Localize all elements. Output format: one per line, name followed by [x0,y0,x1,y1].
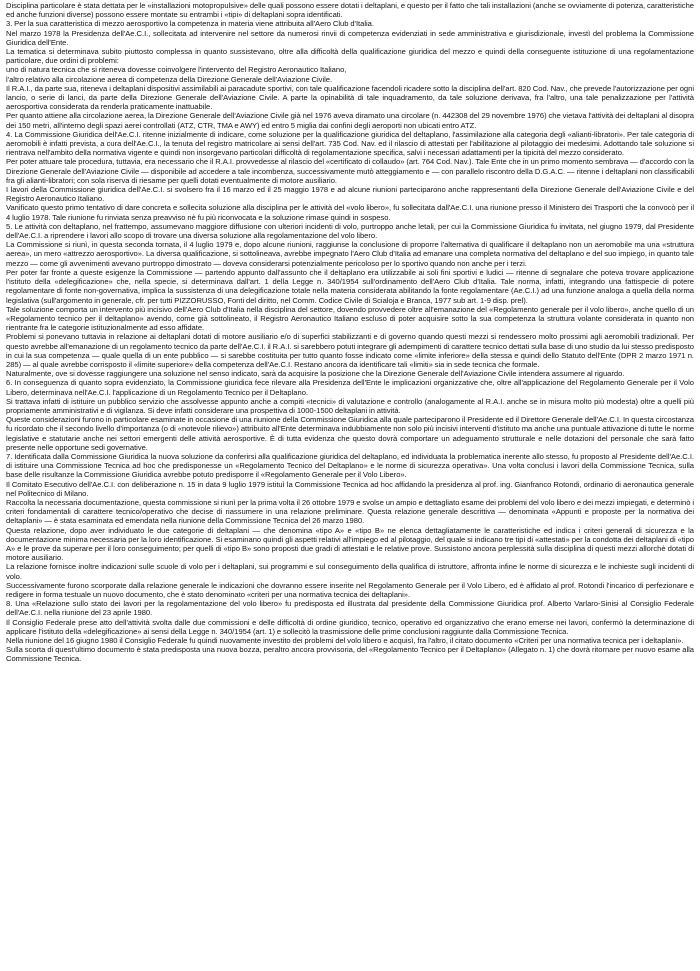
paragraph-comitato-esecutivo: Il Comitato Esecutivo dell'Ae.C.I. con deliberazione n. 15 in data 9 luglio 1979 istituì la Commissione Tecnica ad hoc affidando la presidenza al prof. ing. Gianfranco Rotondi, ordinario di aeronautica generale nel Politecnico di Milano. [6,479,694,498]
paragraph-vanificato: Vanificato questo primo tentativo di dare concreta e sollecita soluzione alla disciplina per le attività del «volo libero», fu sollecitata dall'Ae.C.I. una riunione presso il Ministero dei Trasporti che la convocò per il 4 luglio 1978. Tale riunione fu rinviata senza preavviso nè fu più riconvocata e la soluzione rimase quindi in sospeso. [6,203,694,222]
paragraph-installazioni: Disciplina particolare è stata dettata per le «installazioni motopropulsive» delle quali possono essere dotati i deltaplani, e questo per il fatto che tali installazioni (anche se ovviamente di potenza, caratteristiche ed anche funzioni diverse) possono essere montate su entrambi i «tipi» di deltaplani sopra identificati. [6,1,694,20]
paragraph-tematica: La tematica si determinava subito piuttosto complessa in quanto sussistevano, oltre alla difficoltà della qualificazione giuridica del mezzo e quindi della conseguente istituzione di una regolamentazione particolare, due ordini di problemi: [6,47,694,66]
paragraph-tipo-a-tipo-b: Questa relazione, dopo aver individuato le due categorie di deltaplani — che denomina «tipo A» e «tipo B» ne elenca dettagliatamente le caratteristiche ed indica i criteri generali di sicurezza e la documentazione minima necessaria per la loro identificazione. Si esaminano quindi gli aspetti relativi all'impiego ed al pilotaggio, del quale si indicano tre tipi di «attestati» per la condotta dei deltaplani di «tipo A» e le prove da superare per il loro conseguimento; per quelli di «tipo B» sono proposti due gradi di attestati e le relative prove. Sussistono ancora perplessità sulla disciplina di questi mezzi allorchè dotati di motore ausiliario. [6,525,694,563]
paragraph-section-5: 5. Le attività con deltaplano, nel frattempo, assumevano maggiore diffusione con ulteriori incidenti di volo, purtroppo anche letali, per cui la Commissione Giuridica fu invitata, nel giugno 1979, dal Presidente dell'Ae.C.I. a riprendere i lavori allo scopo di trovare una diversa soluzione alla regolamentazione del volo libero. [6,221,694,241]
paragraph-dgac-posizione: Naturalmente, ove si dovesse raggiungere una soluzione nel senso indicato, sarà da acquisire la posizione che la Direzione Generale dell'Aviazione Civile intendera assumere al riguardo. [6,369,625,379]
paragraph-rai-paracadute: Il R.A.I., da parte sua, riteneva i deltaplani dispositivi assimilabili ai paracadute sportivi, con tale qualificazione facendoli ricadere sotto la disciplina dell'art. 820 Cod. Nav., che prevede l'autorizzazione per ogni lancio, o serie di lanci, da parte della Direzione Generale dell'Aviazione Civile. A parte la opinabilità di tale inquadramento, da tale soluzione derivava, fra l'altro, una tale penalizzazione per l'attività aerosportiva considerata da renderla praticamente inattuabile. [6,83,694,112]
paragraph-section-8: 8. Una «Relazione sullo stato dei lavori per la regolamentazione del volo libero» fu predisposta ed illustrata dal presidente della Commissione Giuridica prof. Alberto Varlaro-Sinisi al Consiglio Federale dell'Ae.C.I. nella riunione del 23 aprile 1980. [6,599,694,618]
paragraph-scuole-volo: La relazione fornisce inoltre indicazioni sulle scuole di volo per i deltaplani, sui programmi e sul conseguimento della qualifica di istruttore, affronta infine le norme di sicurezza e le inchieste sugli incidenti di volo. [6,562,694,581]
paragraph-nuova-bozza: Sulla scorta di quest'ultimo documento è stata predisposta una nuova bozza, peraltro ancora provvisoria, del «Regolamento Tecnico per il Deltaplano» (Allegato n. 1) che dovrà ritornare per nuovo esame alla Commissione Tecnica. [6,645,694,664]
paragraph-section-3: 3. Per la sua caratteristica di mezzo aerosportivo la competenza in materia viene attribuita all'Aero Club d'Italia. [6,19,374,29]
paragraph-regolamento-tecnico: Tale soluzione comporta un intervento più incisivo dell'Aero Club d'Italia nella disciplina del settore, dovendo provvedere oltre all'emanazione del «Regolamento generale per il volo libero», anche quello di un «Regolamento tecnico per il deltaplano» avendo, come già sottolineato, il Registro Aeronautico Italiano escluso di poter acquisire sotto la sua competenza la struttura volante considerata in quanto non rientrante fra le categorie istituzionalmente ad esso affidate. [6,304,694,333]
paragraph-marzo-1978: Nel marzo 1978 la Presidenza dell'Ae.C.I., sollecitata ad intervenire nel settore da numerosi rinvii di competenza evidenziati in sede amministrativa e giurisdizionale, investì del problema la Commissione Giuridica dell'Ente. [6,28,694,47]
document-body [6,1,694,664]
paragraph-circolazione-aerea: l'altro relativo alla circolazione aerea di competenza della Direzione Generale dell'Aviazione Civile. [6,74,333,84]
paragraph-struttura-aerea: La Commissione si riunì, in questa seconda tornata, il 4 luglio 1979 e, dopo alcune riunioni, raggiunse la conclusione di proporre l'alternativa di qualificare il deltaplano non un aeromobile ma una «struttura aerea», un mero «attrezzo aerosportivo». La diversa qualificazione, si sottolineava, avrebbe impegnato l'Aero Club d'Italia ad emanare una completa normativa del deltaplano e del suo impiego, in quanto tale mezzo — come gli avvenimenti avevano purtroppo dimostrato — doveva considerarsi potenzialmente pericoloso per lo sportivo quando non anche per i terzi. [6,240,694,268]
paragraph-consiglio-federale: Il Consiglio Federale prese atto dell'attività svolta dalle due commissioni e delle difficoltà di ordine giuridico, tecnico, operativo ed organizzativo che erano emerse nei lavori, confermò la determinazione di applicare l'istituto della «delegificazione» ai sensi della Legge n. 340/1954 (art. 1) e sollecitò la trasmissione delle prime conclusioni raggiunte dalla Commissione Tecnica. [6,617,694,636]
paragraph-certificato-collaudo: Per poter attuare tale procedura, tuttavia, era necessario che il R.A.I. provvedesse al rilascio del «certificato di collaudo» (art. 764 Cod. Nav.). Tale Ente che in un primo momento sembrava — d'accordo con la Direzione Generale dell'Aviazione Civile — disponibile ad accedere a tale incombenza, successivamente mutò atteggiamento e — con parallelo riscontro della D.G.A.C. — ritenne i deltaplani non classificabili fra gli alianti-libratori; con sola riserva di riesame per quelli dotati eventualmente di motore ausiliario. [6,157,694,185]
paragraph-natura-tecnica: uno di natura tecnica che si riteneva dovesse coinvolgere l'intervento del Registro Aeronautico Italiano, [6,65,347,75]
paragraph-circolare-1976: Per quanto attiene alla circolazione aerea, la Direzione Generale dell'Aviazione Civile già nel 1976 aveva diramato una circolare (n. 442308 del 29 novembre 1976) che vietava l'attività dei deltaplani al disopra dei 150 metri, all'interno degli spazi aerei controllati (ATZ, CTR, TMA e AWY) ed entro 5 miglia dai confini degli aeroporti non ubicati entro ATZ. [6,111,694,130]
paragraph-section-7: 7. Identificata dalla Commissione Giuridica la nuova soluzione da conferirsi alla qualificazione giuridica del deltaplano, ed individuata la problematica inerente allo stesso, fu proposto al Presidente dell'Ae.C.I. di istituire una Commissione Tecnica ad hoc che predisponesse un «Regolamento Tecnico del Deltaplano» e le norme di sicurezza operativa». Una volta conclusi i lavori della Commissione Tecnica, sulla base delle risultanze la Commissione Giuridica avrebbe potuto predisporre il «Regolamento Generale per il Volo Libero». [6,451,694,480]
paragraph-considerazioni: Queste considerazioni furono in particolare esaminate in occasione di una riunione della Commissione Giuridica alla quale parteciparono il Presidente ed il Direttore Generale dell'Ae.C.I. In questa circostanza fu ricordato che il secondo livello d'importanza (o di «notevole rilievo») attribuito all'Ente determinava indubbiamente non solo più incisivi interventi d'istituto ma anche una puntuale attivazione di tutte le norme legislative e statutarie anche nei settori emergenti delle attività aerosportive. È di tutta evidenza che questo dovrà comportare un adeguamento strutturale e nelle dotazioni del personale che sarà fatto presente nelle opportune sedi governative. [6,415,694,452]
paragraph-riunione-giugno-1980: Nella riunione del 16 giugno 1980 il Consiglio Federale fu quindi nuovamente investito dei problemi del volo libero e acquisì, fra l'altro, il citato documento «Criteri per una normativa tecnica per i deltaplani». [6,636,684,646]
paragraph-raccolta-documentazione: Raccolta la necessaria documentazione, questa commissione si riunì per la prima volta il 26 ottobre 1979 e svolse un ampio e dettagliato esame dei problemi del volo libero e dei mezzi impiegati, e determinò i criteri fondamentali di carattere tecnico/operativo che decise di riassumere in una relazione preliminare. Questa relazione generale descrittiva — denominata «Appunti e proposte per la normativa dei deltaplani» — è stata esaminata ed emendata nella riunione della Commissione Tecnica del 26 marzo 1980. [6,497,694,526]
paragraph-section-6: 6. In conseguenza di quanto sopra evidenziato, la Commissione giuridica fece rilevare alla Presidenza dell'Ente le implicazioni organizzative che, oltre all'applicazione del Regolamento Generale per il Volo Libero, determinava nell'Ae.C.I. l'applicazione di un Regolamento Tecnico per il Deltaplano. [6,378,694,397]
paragraph-section-4: 4. La Commissione Giuridica dell'Ae.C.I. ritenne inizialmente di indicare, come soluzione per la qualificazione giuridica del deltaplano, l'assimilazione alla categoria degli «alianti-libratori». Per tale categoria di aeromobili è infatti prevista, a cura dell'Ae.C.I., la tenuta del registro matricolare ai sensi dell'art. 735 Cod. Nav. ed il rilascio di attestati per l'abilitazione al pilotaggio dei medesimi. Adottando tale soluzione si rientrava nell'ambito della normativa vigente e quindi non insorgevano particolari difficoltà di regolamentazione specifica, salvi i necessari adattamenti per la tipicità del mezzo considerato. [6,129,694,158]
paragraph-delegificazione: Per poter far fronte a queste esigenze la Commissione — partendo appunto dall'assunto che il deltaplano era utilizzabile ai soli fini sportivi e ludici — ritenne di segnalare che poteva trovare applicazione l'istituto della «delegificazione» che, nella specie, si determinava dall'art. 1 della Legge n. 340/1954 sull'ordinamento dell'Aero Club d'Italia. Tale norma, infatti, integrando una fattispecie di potere regolamentare di fonte non-governativa, implica la sussistenza di una delegificazione totale nella materia considerata abilitando la fonte regolamentare (Ae.C.I.) ad una funzione analoga a quella della norma legislativa (sull'argomento in generale, cfr. per tutti PIZZORUSSO, Fonti del diritto, nel Comm. Codice Civile di Scialoja e Branca, 1977 sub art. 1-9 disp. prel). [6,267,694,305]
paragraph-criteri-normativa: Successivamente furono scorporate dalla relazione generale le indicazioni che dovranno essere inserite nel Regolamento Generale per il Volo Libero, ed è affidato al prof. Rotondi l'incarico di perfezionare e redigere in forma testuale un nuovo documento, che è stato denominato «criteri per una normativa tecnica dei deltaplani». [6,580,694,599]
paragraph-lavori-1978: I lavori della Commissione giuridica dell'Ae.C.I. si svolsero fra il 16 marzo ed il 25 maggio 1978 e ad alcune riunioni parteciparono anche rappresentanti della Direzione Generale dell'Aviazione Civile e del Registro Aeronautico Italiano. [6,185,694,204]
paragraph-motore-ausiliario: Problemi si ponevano tuttavia in relazione ai deltaplani dotati di motore ausiliario e/o di superfici stabilizzanti e di governo quando questi mezzi si rendessero molto prossimi agli aeromobili tradizionali. Per questo avrebbe all'emanazione di un regolamento tecnico da parte dell'Ae.C.I. il R.A.I. si sarebbero potuti integrare gli adempimenti di carattere tecnico dettati sulla base di uno studio da lui stesso predisposto in cui la sua competenza — quale quella di un ente pubblico — si sarebbe costituita per tutto quanto fosse indicato come «limite inferiore» della stessa e quindi dello Statuto dell'Ente (DPR 2 marzo 1971 n. 285) — al quale avrebbe corrisposto il «limite superiore» della competenza dell'Ae.C.I. Restano ancora da identificare tali «limiti» sia in sede tecnica che formale. [6,332,694,369]
paragraph-pubblico-servizio: Si trattava infatti di istituire un pubblico servizio che assolvesse appunto anche a compiti «tecnici» di valutazione e controllo (analogamente al R.A.I. anche se in misura molto più modesta) oltre a quelli più propriamente amministrativi e di vigilanza. Si deve infatti considerare una prospettiva di 1000-1500 deltaplani in attività. [6,396,694,415]
